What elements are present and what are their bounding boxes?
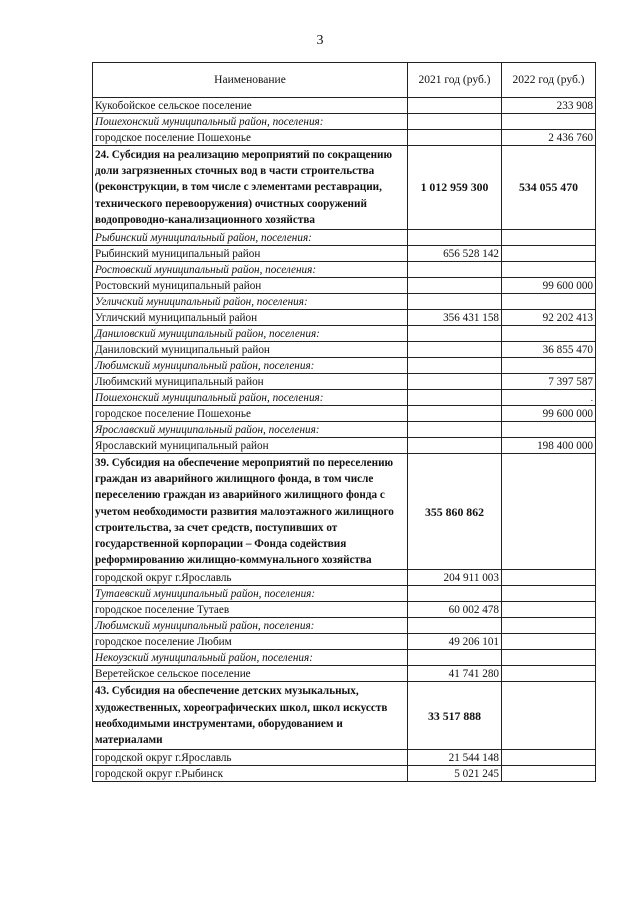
amount-2021 (408, 262, 502, 278)
row-name: Угличский муниципальный район (93, 310, 408, 326)
row-name: городской округ г.Ярославль (93, 570, 408, 586)
amount-2021 (408, 618, 502, 634)
amount-2021 (408, 326, 502, 342)
amount-2021 (408, 390, 502, 406)
row-name: Рыбинский муниципальный район (93, 246, 408, 262)
amount-2021 (408, 278, 502, 294)
amount-2021: 1 012 959 300 (408, 146, 502, 230)
district-row (93, 262, 596, 278)
row-name: Даниловский муниципальный район, поселения: (93, 326, 408, 342)
table-row (93, 278, 596, 294)
district-row (93, 650, 596, 666)
amount-2022 (502, 246, 596, 262)
amount-2021: 204 911 003 (408, 570, 502, 586)
table-row (93, 98, 596, 114)
amount-2021: 5 021 245 (408, 766, 502, 782)
district-row (93, 294, 596, 310)
amount-2021 (408, 114, 502, 130)
table-row (93, 750, 596, 766)
amount-2021 (408, 650, 502, 666)
row-name: Любимский муниципальный район, поселения: (93, 618, 408, 634)
amount-2022 (502, 326, 596, 342)
amount-2022 (502, 766, 596, 782)
row-name: Угличский муниципальный район, поселения: (93, 294, 408, 310)
row-name: Ростовский муниципальный район, поселения: (93, 262, 408, 278)
table-row (93, 406, 596, 422)
row-name: Кукобойское сельское поселение (93, 98, 408, 114)
district-row (93, 114, 596, 130)
row-name: Некоузский муниципальный район, поселения: (93, 650, 408, 666)
amount-2022: 534 055 470 (502, 146, 596, 230)
district-row (93, 390, 596, 406)
table-row (93, 766, 596, 782)
table-row (93, 570, 596, 586)
table-row (93, 310, 596, 326)
table-row (93, 342, 596, 358)
row-name: Тутаевский муниципальный район, поселения: (93, 586, 408, 602)
amount-2021 (408, 374, 502, 390)
amount-2021: 656 528 142 (408, 246, 502, 262)
amount-2022 (502, 570, 596, 586)
amount-2022 (502, 586, 596, 602)
row-name: городское поселение Любим (93, 634, 408, 650)
amount-2021 (408, 230, 502, 246)
amount-2022: 99 600 000 (502, 406, 596, 422)
amount-2022: 233 908 (502, 98, 596, 114)
amount-2021 (408, 422, 502, 438)
amount-2021 (408, 438, 502, 454)
section-row (93, 146, 596, 230)
amount-2022 (502, 114, 596, 130)
row-name: Веретейское сельское поселение (93, 666, 408, 682)
amount-2022: 99 600 000 (502, 278, 596, 294)
amount-2021: 21 544 148 (408, 750, 502, 766)
table-row (93, 130, 596, 146)
amount-2021: 49 206 101 (408, 634, 502, 650)
row-name: Ростовский муниципальный район (93, 278, 408, 294)
amount-2022 (502, 666, 596, 682)
row-name: городское поселение Тутаев (93, 602, 408, 618)
amount-2022: 92 202 413 (502, 310, 596, 326)
row-name: Любимский муниципальный район, поселения: (93, 358, 408, 374)
amount-2021: 355 860 862 (408, 454, 502, 570)
row-name: 24. Субсидия на реализацию мероприятий по сокращению доли загрязненных сточных вод в части строительства (реконструкции, в том числе с элементами реставрации, технического перевооружения) очистных сооружений водопроводно-канализационного хозяйства (93, 146, 408, 230)
table-row (93, 374, 596, 390)
amount-2021 (408, 406, 502, 422)
amount-2022 (502, 634, 596, 650)
amount-2022: 7 397 587 (502, 374, 596, 390)
amount-2022 (502, 358, 596, 374)
amount-2022 (502, 230, 596, 246)
budget-table-body (93, 63, 596, 782)
row-name: городское поселение Пошехонье (93, 130, 408, 146)
district-row (93, 422, 596, 438)
amount-2022 (502, 390, 596, 406)
district-row (93, 358, 596, 374)
row-name: Пошехонский муниципальный район, поселения: (93, 114, 408, 130)
table-row (93, 438, 596, 454)
cell-mark: . (590, 392, 593, 403)
table-header-row (93, 63, 596, 98)
amount-2022 (502, 618, 596, 634)
amount-2021: 41 741 280 (408, 666, 502, 682)
row-name: городское поселение Пошехонье (93, 406, 408, 422)
amount-2021 (408, 98, 502, 114)
amount-2021: 33 517 888 (408, 682, 502, 750)
row-name: Пошехонский муниципальный район, поселения: (93, 390, 408, 406)
district-row (93, 618, 596, 634)
amount-2021: 60 002 478 (408, 602, 502, 618)
amount-2022 (502, 422, 596, 438)
amount-2022 (502, 294, 596, 310)
amount-2022 (502, 750, 596, 766)
amount-2022 (502, 650, 596, 666)
table-row (93, 666, 596, 682)
amount-2022 (502, 602, 596, 618)
table-row (93, 246, 596, 262)
district-row (93, 230, 596, 246)
header-name: Наименование (93, 63, 408, 98)
row-name: городской округ г.Рыбинск (93, 766, 408, 782)
amount-2022: 2 436 760 (502, 130, 596, 146)
district-row (93, 326, 596, 342)
amount-2022: 198 400 000 (502, 438, 596, 454)
table-row (93, 634, 596, 650)
section-row (93, 454, 596, 570)
amount-2021 (408, 342, 502, 358)
amount-2022 (502, 682, 596, 750)
amount-2021 (408, 294, 502, 310)
amount-2021 (408, 130, 502, 146)
row-name: 43. Субсидия на обеспечение детских музыкальных, художественных, хореографических школ, школ искусств необходимыми инструментами, оборудованием и материалами (93, 682, 408, 750)
amount-2021 (408, 358, 502, 374)
amount-2021 (408, 586, 502, 602)
row-name: Даниловский муниципальный район (93, 342, 408, 358)
page-number: 3 (316, 33, 324, 48)
table-row (93, 602, 596, 618)
amount-2022 (502, 454, 596, 570)
row-name: 39. Субсидия на обеспечение мероприятий по переселению граждан из аварийного жилищного фонда, в том числе переселению граждан из аварийного жилищного фонда с учетом необходимости развития малоэтажного жилищного строительства, за счет средств, поступивших от государственной корпорации – Фонда содействия реформированию жилищно-коммунального хозяйства (93, 454, 408, 570)
row-name: Ярославский муниципальный район, поселения: (93, 422, 408, 438)
header-year-2021: 2021 год (руб.) (408, 63, 502, 98)
section-row (93, 682, 596, 750)
amount-2022 (502, 262, 596, 278)
district-row (93, 586, 596, 602)
amount-2021: 356 431 158 (408, 310, 502, 326)
row-name: городской округ г.Ярославль (93, 750, 408, 766)
amount-2022: 36 855 470 (502, 342, 596, 358)
row-name: Рыбинский муниципальный район, поселения: (93, 230, 408, 246)
row-name: Любимский муниципальный район (93, 374, 408, 390)
header-year-2022: 2022 год (руб.) (502, 63, 596, 98)
budget-table (92, 62, 596, 782)
row-name: Ярославский муниципальный район (93, 438, 408, 454)
